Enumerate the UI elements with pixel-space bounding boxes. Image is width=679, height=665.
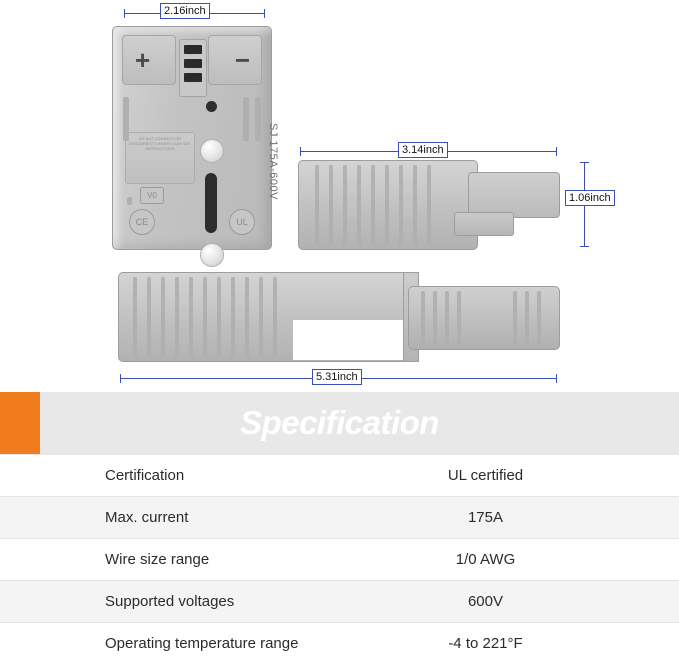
dimension-label-assembled-length: 5.31inch <box>312 369 362 385</box>
dimension-tick <box>580 162 589 163</box>
ce-mark-icon: CE <box>129 209 155 235</box>
mounting-hole-top <box>200 139 224 163</box>
polarity-positive-label: + <box>135 45 151 75</box>
side-view-housing <box>298 160 478 250</box>
dimension-label-front-width: 2.16inch <box>160 3 210 19</box>
connector-front-view <box>112 26 279 250</box>
accent-bar <box>0 392 40 454</box>
table-row <box>0 622 679 664</box>
table-row <box>0 454 679 496</box>
table-row <box>0 580 679 622</box>
dimension-tick <box>580 246 589 247</box>
polarity-negative-label: − <box>234 45 250 75</box>
dimension-tick <box>556 147 557 156</box>
assembled-cutout <box>293 320 413 360</box>
dimension-tick <box>120 374 121 383</box>
mounting-hole-bottom <box>200 243 224 267</box>
center-slot <box>205 173 217 233</box>
flammability-rating-mark: V0 <box>140 187 164 204</box>
specification-title: Specification <box>240 404 439 441</box>
dimension-label-side-length: 3.14inch <box>398 142 448 158</box>
spec-key: Certification <box>105 467 185 484</box>
specification-table <box>0 392 679 664</box>
spec-value: 1/0 AWG <box>455 551 516 568</box>
spec-value: UL certified <box>447 467 524 484</box>
dimension-tick <box>124 9 125 18</box>
contact-slots <box>179 39 207 97</box>
dimension-tick <box>300 147 301 156</box>
connector-side-view <box>298 160 558 248</box>
assembled-right-housing <box>408 286 560 350</box>
dimension-tick <box>556 374 557 383</box>
molded-warning-text: DO NOT CONNECT OR DISCONNECT UNDER LOAD SEE INSTRUCTIONS <box>125 132 195 184</box>
side-view-tongue <box>454 212 514 236</box>
rating-text: SJ 175A-600V <box>267 123 279 200</box>
spec-key: Supported voltages <box>105 593 235 610</box>
connector-assembled-view <box>118 272 558 360</box>
spec-value: 175A <box>467 509 504 526</box>
table-row <box>0 538 679 580</box>
center-pin-hole <box>206 101 217 112</box>
spec-value: -4 to 221°F <box>448 635 523 652</box>
ul-mark-icon: UL <box>229 209 255 235</box>
spec-value: 600V <box>467 593 504 610</box>
dimension-tick <box>264 9 265 18</box>
spec-key: Operating temperature range <box>105 635 299 652</box>
table-row <box>0 496 679 538</box>
specification-header <box>0 392 679 454</box>
spec-key: Max. current <box>105 509 189 526</box>
spec-key: Wire size range <box>105 551 210 568</box>
dimension-label-side-height: 1.06inch <box>565 190 615 206</box>
